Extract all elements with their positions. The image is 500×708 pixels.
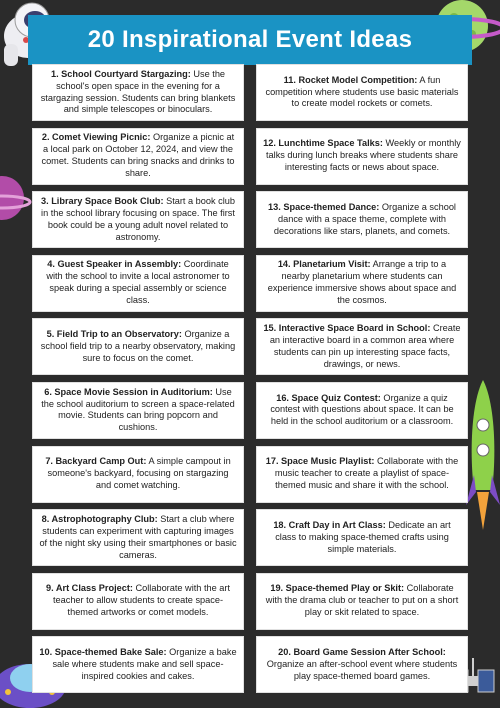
idea-card xyxy=(32,636,244,693)
idea-text xyxy=(263,75,461,111)
idea-text xyxy=(39,514,237,562)
idea-label: 2. Comet Viewing Picnic: xyxy=(41,132,151,143)
idea-description: Start a book club in the school library focusing on space. The first book could be a young adult novel related to astronomy. xyxy=(41,195,236,242)
idea-text xyxy=(263,323,461,371)
idea-description: Dedicate an art class to making space-themed crafts using simple materials. xyxy=(275,519,451,554)
ideas-grid xyxy=(32,64,468,693)
idea-label: 9. Art Class Project: xyxy=(45,583,133,594)
idea-text xyxy=(39,583,237,619)
idea-description: Start a club where students can experiment with capturing images of the night sky using their smartphones or basic cameras. xyxy=(39,513,237,560)
idea-description: Use the school's open space in the evening for a stargazing session. Students can bring blankets and simple telescopes or binoculars. xyxy=(40,68,236,115)
idea-text xyxy=(263,393,461,429)
idea-description: Organize an after-school event where students play space-themed board games. xyxy=(266,658,458,681)
idea-label: 17. Space Music Playlist: xyxy=(265,456,375,467)
idea-text xyxy=(263,520,461,556)
idea-card xyxy=(32,446,244,503)
idea-description: Create an interactive board in a common area where students can pin up interesting space facts, drawings, or news. xyxy=(269,322,461,369)
idea-label: 16. Space Quiz Contest: xyxy=(276,392,381,403)
idea-description: A fun competition where students use basic materials to create model rockets or comets. xyxy=(265,74,459,109)
idea-text xyxy=(39,329,237,365)
idea-label: 8. Astrophotography Club: xyxy=(41,513,158,524)
idea-text xyxy=(263,583,461,619)
idea-label: 20. Board Game Session After School: xyxy=(278,646,446,657)
idea-card xyxy=(32,64,244,121)
idea-text xyxy=(263,138,461,174)
idea-text xyxy=(263,456,461,492)
idea-description: Arrange a trip to a nearby planetarium where students can experience immersive shows about space and the cosmos. xyxy=(267,259,457,306)
idea-description: A simple campout in someone's backyard, focusing on stargazing and comet watching. xyxy=(47,456,231,491)
page-title: 20 Inspirational Event Ideas xyxy=(28,15,472,65)
idea-card xyxy=(256,446,468,503)
idea-text xyxy=(39,259,237,307)
idea-label: 4. Guest Speaker in Assembly: xyxy=(47,259,182,270)
idea-label: 5. Field Trip to an Observatory: xyxy=(46,328,182,339)
idea-label: 19. Space-themed Play or Skit: xyxy=(270,583,405,594)
idea-text xyxy=(39,456,237,492)
idea-card xyxy=(32,509,244,566)
idea-label: 10. Space-themed Bake Sale: xyxy=(39,646,167,657)
idea-label: 11. Rocket Model Competition: xyxy=(283,74,418,85)
idea-card xyxy=(32,318,244,375)
idea-card xyxy=(256,255,468,312)
idea-description: Collaborate with the drama club or teacher to put on a short play or skit related to space. xyxy=(265,583,459,618)
idea-label: 12. Lunchtime Space Talks: xyxy=(263,138,383,149)
rocket-icon xyxy=(466,380,500,540)
idea-description: Collaborate with the music teacher to create a playlist of space-themed music and share it with the school. xyxy=(274,456,459,491)
idea-card xyxy=(32,255,244,312)
idea-description: Organize a school field trip to a nearby observatory, making sure to focus on the comet. xyxy=(40,328,236,363)
idea-card xyxy=(256,128,468,185)
idea-card xyxy=(256,509,468,566)
idea-text xyxy=(39,647,237,683)
idea-card xyxy=(256,64,468,121)
idea-description: Collaborate with the art teacher to allow students to create space-themed artworks or comet models. xyxy=(52,583,230,618)
idea-description: Organize a school dance with a space theme, complete with decorations like stars, planets, and comets. xyxy=(273,201,456,236)
idea-card xyxy=(256,191,468,248)
idea-text xyxy=(39,132,237,180)
idea-card xyxy=(32,382,244,439)
idea-label: 18. Craft Day in Art Class: xyxy=(273,519,386,530)
idea-card xyxy=(32,128,244,185)
idea-text xyxy=(263,647,461,683)
idea-label: 1. School Courtyard Stargazing: xyxy=(50,68,191,79)
idea-label: 13. Space-themed Dance: xyxy=(268,201,380,212)
idea-label: 14. Planetarium Visit: xyxy=(277,259,371,270)
idea-text xyxy=(263,259,461,307)
idea-label: 15. Interactive Space Board in School: xyxy=(263,322,431,333)
idea-card xyxy=(256,573,468,630)
idea-label: 3. Library Space Book Club: xyxy=(40,195,164,206)
idea-description: Weekly or monthly talks during lunch breaks where students share interesting facts or news about space. xyxy=(265,138,461,173)
idea-description: Organize a quiz contest with questions about space. It can be held in the school auditorium or a classroom. xyxy=(270,392,454,427)
idea-card xyxy=(32,573,244,630)
idea-text xyxy=(39,196,237,244)
idea-description: Use the school auditorium to screen a space-related movie. Students can bring popcorn and cushions. xyxy=(41,386,235,433)
idea-description: Organize a bake sale where students make and sell space-inspired cookies and cakes. xyxy=(52,646,237,681)
idea-card xyxy=(256,636,468,693)
purple-planet-icon xyxy=(0,168,32,230)
idea-text xyxy=(39,69,237,117)
idea-card xyxy=(32,191,244,248)
idea-description: Organize a picnic at a local park on October 12, 2024, and view the comet. Students can bring snacks and drinks to share. xyxy=(41,132,235,179)
idea-label: 7. Backyard Camp Out: xyxy=(45,456,147,467)
idea-card xyxy=(256,318,468,375)
idea-text xyxy=(263,202,461,238)
idea-description: Coordinate with the school to invite a local astronomer to speak during a special assembly or science class. xyxy=(46,259,230,306)
idea-card xyxy=(256,382,468,439)
idea-label: 6. Space Movie Session in Auditorium: xyxy=(44,386,213,397)
idea-text xyxy=(39,387,237,435)
